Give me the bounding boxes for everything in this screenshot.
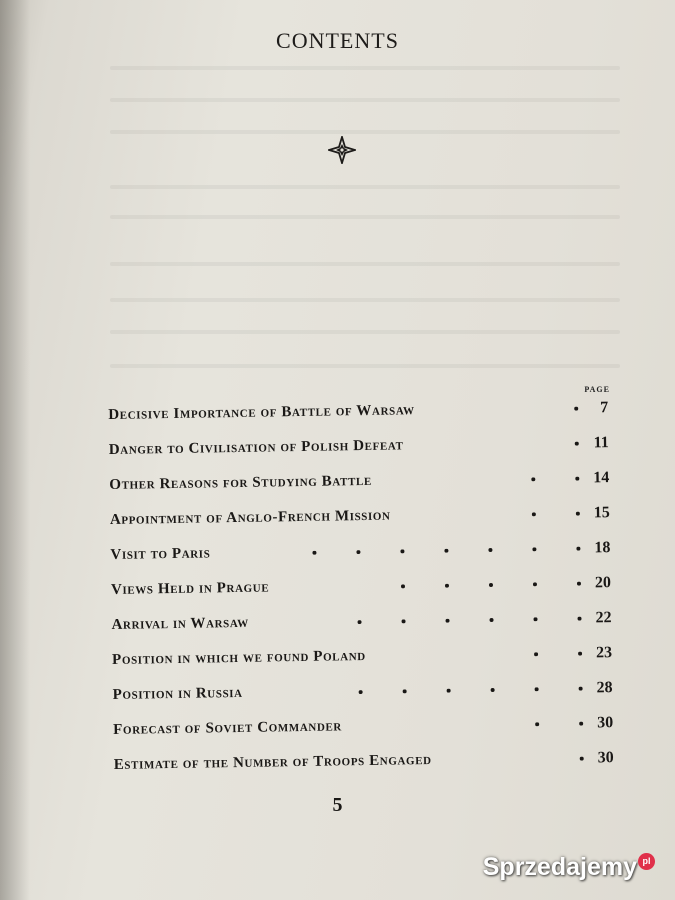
toc-entry-title: Estimate of the Number of Troops Engaged bbox=[113, 751, 432, 773]
watermark-logo bbox=[483, 853, 655, 882]
toc-entry-page: 22 bbox=[595, 608, 612, 626]
page-number: 5 bbox=[332, 794, 343, 816]
toc-entry-page: 7 bbox=[600, 398, 609, 416]
show-through-line bbox=[110, 364, 620, 368]
toc-entry-title: Forecast of Soviet Commander bbox=[113, 718, 343, 738]
toc-entry-page: 14 bbox=[593, 468, 610, 486]
toc-entry-title: Decisive Importance of Battle of Warsaw bbox=[108, 402, 415, 423]
watermark-badge: pl bbox=[638, 853, 655, 870]
table-of-contents bbox=[108, 390, 614, 783]
show-through-line bbox=[110, 66, 620, 70]
toc-entry-page: 23 bbox=[595, 643, 613, 661]
toc-entry-title: Views Held in Prague bbox=[110, 579, 270, 598]
toc-entry-page: 18 bbox=[594, 538, 611, 556]
dot-leaders bbox=[243, 686, 613, 696]
ornament-icon bbox=[328, 136, 356, 164]
page-column-label: PAGE bbox=[584, 385, 610, 394]
show-through-line bbox=[110, 185, 620, 189]
toc-entry-title: Visit to Paris bbox=[110, 545, 211, 563]
toc-entry-page: 30 bbox=[597, 748, 614, 766]
page-title: CONTENTS bbox=[276, 28, 399, 53]
toc-entry-title: Position in Russia bbox=[112, 684, 243, 703]
toc-entry-title: Other Reasons for Studying Battle bbox=[109, 472, 372, 493]
show-through-line bbox=[110, 98, 620, 102]
toc-entry-title: Position in which we found Poland bbox=[111, 647, 366, 668]
toc-entry-page: 28 bbox=[596, 678, 613, 696]
toc-entry-title: Arrival in Warsaw bbox=[111, 614, 249, 633]
dot-leaders bbox=[210, 546, 610, 556]
toc-entry-page: 11 bbox=[593, 433, 609, 451]
show-through-line bbox=[110, 298, 620, 302]
toc-entry-page: 30 bbox=[597, 713, 614, 731]
dot-leaders bbox=[249, 616, 612, 626]
show-through-line bbox=[110, 262, 620, 266]
dot-leaders bbox=[269, 581, 611, 590]
toc-entry-title: Appointment of Anglo-French Mission bbox=[109, 507, 391, 528]
toc-entry-title: Danger to Civilisation of Polish Defeat bbox=[108, 437, 404, 458]
show-through-line bbox=[110, 130, 620, 134]
toc-entry-page: 15 bbox=[593, 503, 610, 521]
show-through-line bbox=[110, 215, 620, 219]
toc-entry bbox=[113, 740, 613, 783]
show-through-line bbox=[110, 330, 620, 334]
watermark-brand: Sprzedajemy bbox=[482, 853, 637, 881]
toc-entry-page: 20 bbox=[594, 573, 612, 591]
